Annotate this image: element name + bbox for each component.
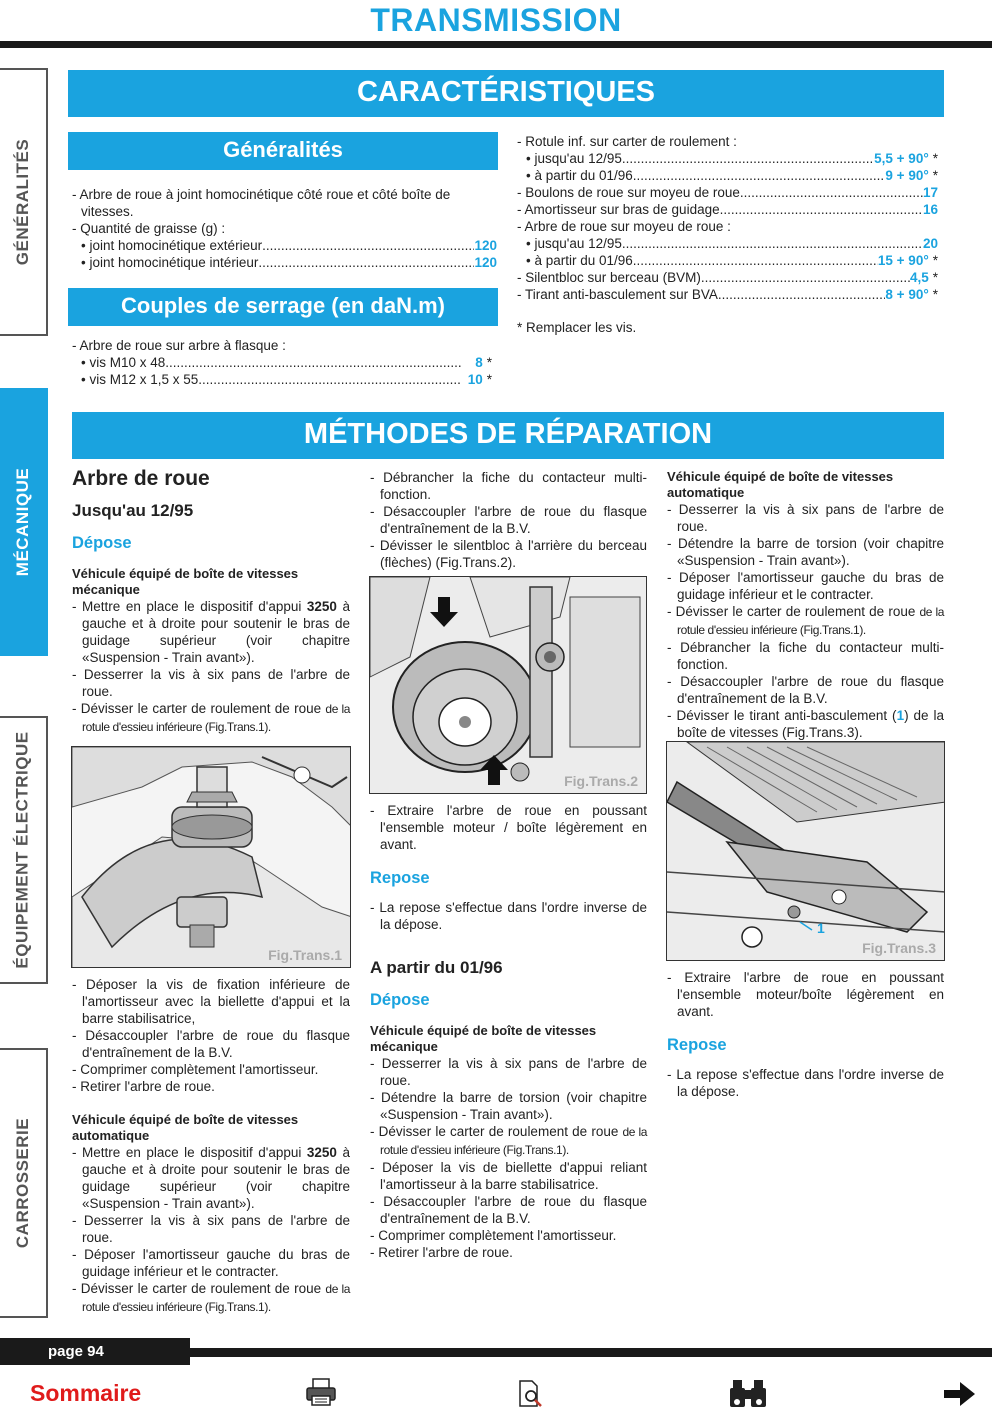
boulons-value: 17 [922, 185, 938, 200]
tool-number: 3250 [306, 599, 337, 614]
step: - Débrancher la fiche du contacteur multi-fonction. [667, 640, 944, 672]
step-text: - Dévisser le carter de roulement de roue [667, 604, 920, 619]
remplacer-note: * Remplacer les vis. [517, 320, 637, 335]
suspension-illustration [72, 747, 351, 968]
arbre-a2-row [517, 252, 938, 269]
methodes-col3-lower [667, 969, 944, 1100]
side-tab-carrosserie[interactable] [0, 1048, 48, 1318]
figure-caption: Fig.Trans.3 [862, 940, 936, 956]
arbre-a2-value: 15 + 90° [877, 253, 929, 268]
step: - Désaccoupler l'arbre de roue du flasque d'entraînement de la B.V. [72, 1028, 350, 1060]
step: - Désaccoupler l'arbre de roue du flasque d'entraînement de la B.V. [370, 1194, 647, 1226]
m10-star: * [486, 355, 492, 370]
figure-callout-1: 1 [817, 920, 825, 936]
generalites-line: vitesses. [81, 204, 134, 219]
step: - Desserrer la vis à six pans de l'arbre de roue. [667, 502, 944, 534]
repose-heading: Repose [667, 1036, 727, 1054]
page-header-title: TRANSMISSION [370, 2, 622, 38]
step: - Comprimer complètement l'amortisseur. [370, 1228, 617, 1243]
step: - Desserrer la vis à six pans de l'arbre de roue. [72, 667, 350, 699]
tirant-label: - Tirant anti-basculement sur BVA [517, 287, 718, 302]
step: - Extraire l'arbre de roue en poussant l'ensemble moteur/boîte légèrement en avant. [667, 970, 944, 1019]
m10-label: • vis M10 x 48 [81, 355, 166, 370]
step [667, 707, 944, 741]
side-tab-label: GÉNÉRALITÉS [13, 138, 32, 266]
side-tab-mecanique[interactable] [0, 388, 48, 656]
generalites-line: - Quantité de graisse (g) : [72, 221, 226, 236]
methodes-col2 [370, 469, 647, 571]
step: - Débrancher la fiche du contacteur multi-fonction. [370, 470, 647, 502]
methodes-col2-lower [370, 802, 647, 1261]
step [72, 598, 350, 666]
step-text: - Dévisser le carter de roulement de roue [72, 701, 326, 716]
vehicle-mecanique-heading: Véhicule équipé de boîte de vitesses mécanique [370, 1023, 597, 1054]
joint-int-value: 120 [474, 255, 497, 270]
rotule-r2-row [517, 167, 938, 184]
step-text: à gauche et à droite pour soutenir le bras de guidage supérieur (voir chapitre «Suspension - Train avant»). [82, 599, 350, 665]
tirant-illustration [667, 742, 945, 961]
step-text: de la rotule d'essieu inférieure (Fig.Trans.1). [82, 702, 350, 734]
star: * [932, 253, 938, 268]
star: * [932, 151, 938, 166]
step [72, 700, 350, 736]
side-tab-label: CARROSSERIE [13, 1117, 32, 1249]
step-text: - Mettre en place le dispositif d'appui [72, 599, 307, 614]
figure-trans-2 [369, 576, 647, 794]
step [370, 1123, 647, 1159]
silentbloc-illustration [370, 577, 647, 794]
repose-heading: Repose [370, 869, 430, 887]
tirant-row [517, 286, 938, 303]
step-text: - Dévisser le carter de roulement de roue [370, 1124, 623, 1139]
step-text: à gauche et à droite pour soutenir le bras de guidage supérieur (voir chapitre «Suspension - Train avant»). [82, 1145, 350, 1211]
step: - Desserrer la vis à six pans de l'arbre de roue. [72, 1213, 350, 1245]
amortisseur-row [517, 201, 938, 218]
tool-number: 3250 [306, 1145, 337, 1160]
step: - Retirer l'arbre de roue. [72, 1079, 215, 1094]
rotule-r1-label: • jusqu'au 12/95 [526, 151, 622, 166]
next-arrow-icon[interactable] [944, 1381, 976, 1412]
rotule-r1-row [517, 150, 938, 167]
vehicle-automatique-heading: Véhicule équipé de boîte de vitesses automatique [72, 1112, 299, 1143]
tirant-value: 8 + 90° [885, 287, 929, 302]
header-rule [0, 41, 992, 48]
step: - Détendre la barre de torsion (voir chapitre «Suspension - Train avant»). [667, 536, 944, 568]
step [667, 603, 944, 639]
step-text: - Mettre en place le dispositif d'appui [72, 1145, 307, 1160]
side-tab-equipement-electrique[interactable] [0, 716, 48, 984]
generalites-text [72, 186, 497, 271]
step: - Comprimer complètement l'amortisseur. [72, 1062, 319, 1077]
arbre-a1-value: 20 [922, 236, 938, 251]
binoculars-icon[interactable] [729, 1378, 767, 1413]
step: - Desserrer la vis à six pans de l'arbre de roue. [370, 1056, 647, 1088]
joint-ext-row [72, 237, 497, 254]
figure-trans-3 [666, 741, 945, 961]
step: - Extraire l'arbre de roue en poussant l'ensemble moteur / boîte légèrement en avant. [370, 803, 647, 852]
methodes-banner: MÉTHODES DE RÉPARATION [72, 412, 944, 459]
boulons-row [517, 184, 938, 201]
arbre-de-roue-heading: Arbre de roue [72, 467, 210, 490]
m12-row [72, 371, 492, 388]
vehicle-automatique-heading: Véhicule équipé de boîte de vitesses automatique [667, 469, 894, 500]
figure-caption: Fig.Trans.2 [564, 773, 638, 789]
step: - Déposer l'amortisseur gauche du bras de guidage inférieur et le contracter. [667, 570, 944, 602]
caracteristiques-banner: CARACTÉRISTIQUES [68, 70, 944, 117]
generalites-line: - Arbre de roue à joint homocinétique côté roue et côté boîte de [72, 187, 451, 202]
rotule-r1-value: 5,5 + 90° [874, 151, 929, 166]
step-text: - Dévisser le tirant anti-basculement ( [667, 708, 897, 723]
arbre-a1-row [517, 235, 938, 252]
amortisseur-value: 16 [922, 202, 938, 217]
rotule-r2-value: 9 + 90° [885, 168, 929, 183]
arbre-line: - Arbre de roue sur moyeu de roue : [517, 219, 731, 234]
silentbloc-row [517, 269, 938, 286]
m12-label: • vis M12 x 1,5 x 55 [81, 372, 199, 387]
caracteristiques-right [517, 133, 938, 336]
joint-int-row [72, 254, 497, 271]
a-partir-heading: A partir du 01/96 [370, 958, 503, 977]
jusquau-heading: Jusqu'au 12/95 [72, 501, 194, 520]
star: * [932, 270, 938, 285]
step-text: ) de la boîte de vitesses (Fig.Trans.3). [677, 708, 944, 740]
page-number: page 94 [48, 1343, 104, 1360]
amortisseur-label: - Amortisseur sur bras de guidage [517, 202, 720, 217]
depose-heading: Dépose [72, 534, 132, 552]
couples-line: - Arbre de roue sur arbre à flasque : [72, 338, 286, 353]
step: - Détendre la barre de torsion (voir chapitre «Suspension - Train avant»). [370, 1090, 647, 1122]
step-text: de la rotule d'essieu inférieure (Fig.Trans.1). [380, 1125, 647, 1157]
silentbloc-label: - Silentbloc sur berceau (BVM) [517, 270, 701, 285]
printer-icon[interactable] [305, 1378, 337, 1411]
step: - Déposer la vis de biellette d'appui reliant l'amortisseur à la barre stabilisatrice. [370, 1160, 647, 1192]
step-text: de la rotule d'essieu inférieure (Fig.Trans.1). [677, 605, 944, 637]
joint-int-label: • joint homocinétique intérieur [81, 255, 259, 270]
silentbloc-value: 4,5 [909, 270, 929, 285]
couples-banner: Couples de serrage (en daN.m) [68, 288, 498, 326]
search-document-icon[interactable] [518, 1380, 544, 1413]
star: * [932, 287, 938, 302]
rotule-line: - Rotule inf. sur carter de roulement : [517, 134, 737, 149]
boulons-label: - Boulons de roue sur moyeu de roue [517, 185, 740, 200]
generalites-banner: Généralités [68, 132, 498, 170]
figure-caption: Fig.Trans.1 [268, 947, 342, 963]
m10-value: 8 [475, 355, 483, 370]
arbre-a1-label: • jusqu'au 12/95 [526, 236, 622, 251]
m12-value: 10 [467, 372, 483, 387]
step: - Déposer la vis de fixation inférieure de l'amortisseur avec la biellette d'appui et la barre stabilisatrice, [72, 977, 350, 1026]
side-tab-generalites[interactable] [0, 68, 48, 336]
vehicle-mecanique-heading: Véhicule équipé de boîte de vitesses mécanique [72, 566, 299, 597]
methodes-col1 [72, 466, 350, 736]
couples-text [72, 337, 492, 388]
figure-trans-1 [71, 746, 351, 968]
step: - Désaccoupler l'arbre de roue du flasque d'entraînement de la B.V. [667, 674, 944, 706]
methodes-col1-lower [72, 976, 350, 1316]
joint-ext-label: • joint homocinétique extérieur [81, 238, 263, 253]
step [72, 1280, 350, 1316]
methodes-col3 [667, 469, 944, 741]
step: - La repose s'effectue dans l'ordre inverse de la dépose. [667, 1067, 944, 1099]
rotule-r2-label: • à partir du 01/96 [526, 168, 633, 183]
m10-row [72, 354, 492, 371]
m12-star: * [486, 372, 492, 387]
step [72, 1144, 350, 1212]
step: - La repose s'effectue dans l'ordre inverse de la dépose. [370, 900, 647, 932]
step-text: - Dévisser le carter de roulement de roue [72, 1281, 326, 1296]
step: - Désaccoupler l'arbre de roue du flasque d'entraînement de la B.V. [370, 504, 647, 536]
callout-number: 1 [896, 708, 905, 723]
step-text: de la rotule d'essieu inférieure (Fig.Trans.1). [82, 1282, 350, 1314]
step: - Retirer l'arbre de roue. [370, 1245, 513, 1260]
step: - Déposer l'amortisseur gauche du bras de guidage inférieur et le contracter. [72, 1247, 350, 1279]
footer-rule [190, 1348, 992, 1357]
depose-heading: Dépose [370, 991, 430, 1009]
joint-ext-value: 120 [474, 238, 497, 253]
side-tab-label: MÉCANIQUE [13, 467, 32, 577]
side-tab-label: ÉQUIPEMENT ÉLECTRIQUE [13, 731, 32, 969]
step: - Dévisser le silentbloc à l'arrière du berceau (flèches) (Fig.Trans.2). [370, 538, 647, 570]
sommaire-link[interactable]: Sommaire [30, 1380, 142, 1406]
star: * [932, 168, 938, 183]
arbre-a2-label: • à partir du 01/96 [526, 253, 633, 268]
